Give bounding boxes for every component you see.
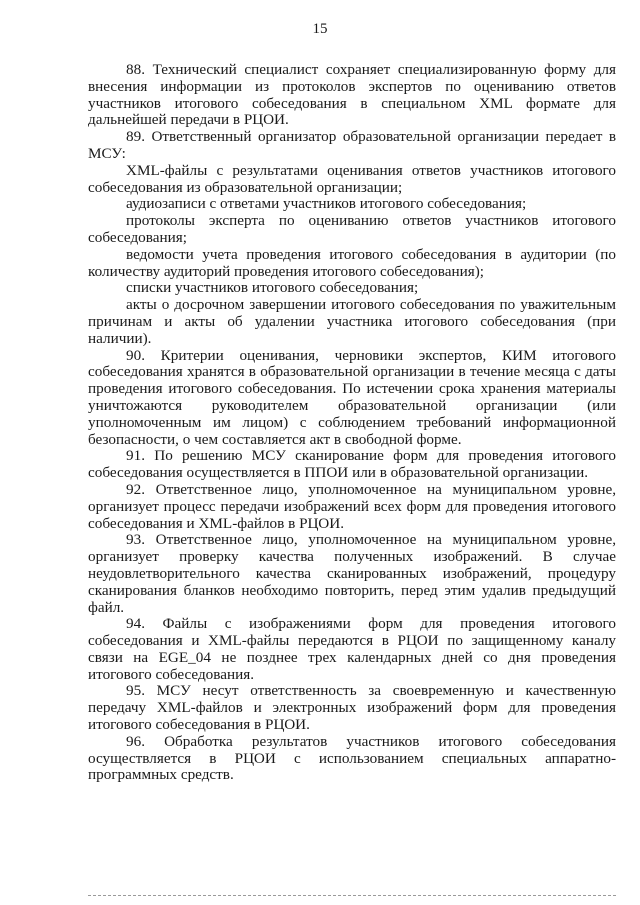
paragraph-95: 95. МСУ несут ответственность за своевременную и качественную передачу XML-файлов и электронных изображений форм для проведения итогового собеседования в РЦОИ.: [88, 682, 616, 734]
list-item-acts: акты о досрочном завершении итогового собеседования по уважительным причинам и акты об удалении участника итогового собеседования (при наличии).: [88, 296, 616, 347]
list-item-expert-protocols: протоколы эксперта по оцениванию ответов участников итогового собеседования;: [88, 212, 616, 246]
paragraph-90: 90. Критерии оценивания, черновики экспертов, КИМ итогового собеседования хранятся в образовательной организации в течение месяца с даты проведения итогового собеседования. По истечении срока хранения материалы уничтожаются руководителем образовательной организации (или уполномоченным им лицом) с соблюдением требований информационной безопасности, о чем составляется акт в свободной форме.: [88, 346, 616, 448]
paragraph-89: 89. Ответственный организатор образовательной организации передает в МСУ:: [88, 128, 616, 162]
paragraph-92: 92. Ответственное лицо, уполномоченное на муниципальном уровне, организует процесс передачи изображений всех форм для проведения итогового собеседования и XML-файлов в РЦОИ.: [88, 480, 616, 532]
page-number: 15: [312, 21, 328, 37]
paragraph-88: 88. Технический специалист сохраняет специализированную форму для внесения информации из протоколов экспертов по оцениванию ответов участников итогового собеседования в специальном XML формате для дальнейшей передачи в РЦОИ.: [88, 61, 616, 129]
list-item-participant-lists: списки участников итогового собеседования;: [126, 279, 419, 297]
list-item-xml-files: XML-файлы с результатами оценивания ответов участников итогового собеседования из образовательной организации;: [88, 161, 616, 196]
paragraph-96: 96. Обработка результатов участников итогового собеседования осуществляется в РЦОИ с использованием специальных аппаратно-программных средств.: [88, 732, 616, 784]
bottom-divider: [88, 895, 616, 896]
document-body: [88, 62, 616, 784]
paragraph-94: 94. Файлы с изображениями форм для проведения итогового собеседования и XML-файлы передаются в РЦОИ по защищенному каналу связи на EGE_04 не позднее трех календарных дней со дня проведения итогового собеседования.: [88, 615, 616, 683]
paragraph-91: 91. По решению МСУ сканирование форм для проведения итогового собеседования осуществляется в ППОИ или в образовательной организации.: [88, 447, 616, 482]
paragraph-93: 93. Ответственное лицо, уполномоченное на муниципальном уровне, организует проверку качества полученных изображений. В случае неудовлетворительного качества сканированных изображений, процедуру сканирования бланков необходимо повторить, перед этим удалив предыдущий файл.: [88, 531, 616, 616]
list-item-registers: ведомости учета проведения итогового собеседования в аудитории (по количеству аудиторий проведения итогового собеседования);: [88, 245, 616, 280]
list-item-audio-records: аудиозаписи с ответами участников итогового собеседования;: [126, 195, 527, 213]
